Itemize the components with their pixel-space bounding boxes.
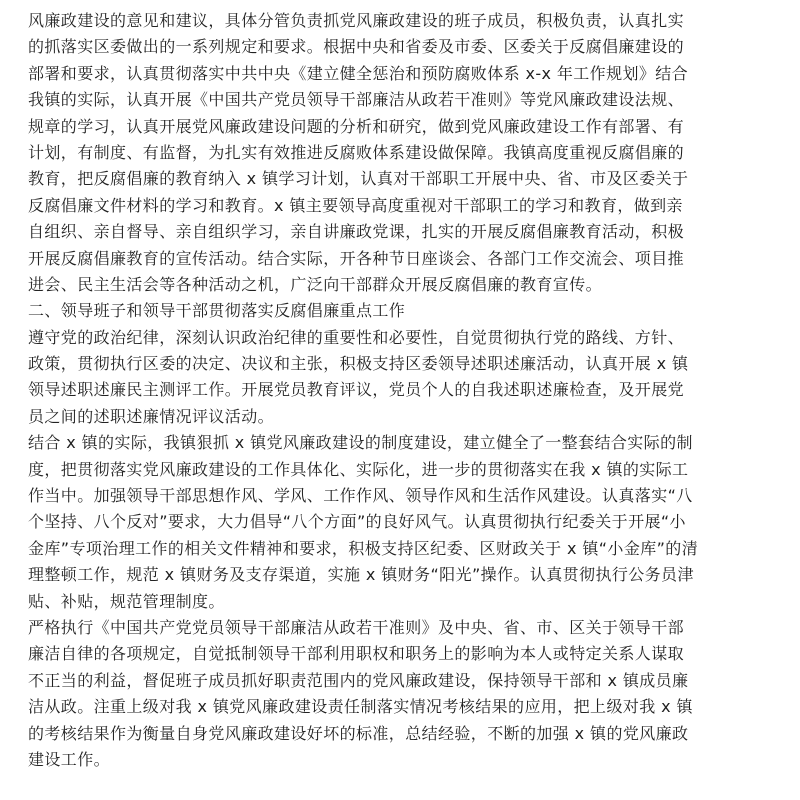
text-line: 贴、补贴，规范管理制度。 bbox=[28, 591, 225, 611]
text-line: 作当中。加强领导干部思想作风、学风、工作作风、领导作风和生活作风建设。认真落实“八 bbox=[28, 486, 693, 506]
text-line: 自组织、亲自督导、亲自组织学习，亲自讲廉政党课，扎实的开展反腐倡廉教育活动，积极 bbox=[28, 222, 685, 242]
text-line: 个坚持、八个反对”要求，大力倡导“八个方面”的良好风气。认真贯彻执行纪委关于开展“小 bbox=[28, 512, 686, 532]
text-line: 员之间的述职述廉情况评议活动。 bbox=[28, 406, 275, 426]
text-line: 理整顿工作，规范 x 镇财务及支存渠道，实施 x 镇财务“阳光”操作。认真贯彻执行公务员津 bbox=[28, 565, 694, 585]
text-line: 度，把贯彻落实党风廉政建设的工作具体化、实际化，进一步的贯彻落实在我 x 镇的实际工 bbox=[28, 459, 689, 479]
text-line: 计划，有制度、有监督，为扎实有效推进反腐败体系建设做保障。我镇高度重视反腐倡廉的 bbox=[28, 142, 685, 162]
text-line: 教育，把反腐倡廉的教育纳入 x 镇学习计划，认真对干部职工开展中央、省、市及区委关于 bbox=[28, 169, 689, 189]
text-line: 严格执行《中国共产党党员领导干部廉洁从政若干准则》及中央、省、市、区关于领导干部 bbox=[28, 617, 685, 637]
text-line: 金库”专项治理工作的相关文件精神和要求，积极支持区纪委、区财政关于 x 镇“小金库”的清 bbox=[28, 538, 699, 558]
text-line: 进会、民主生活会等各种活动之机，广泛向干部群众开展反腐倡廉的教育宣传。 bbox=[28, 274, 603, 294]
text-line: 洁从政。注重上级对我 x 镇党风廉政建设责任制落实情况考核结果的应用，把上级对我 x 镇 bbox=[28, 697, 693, 717]
text-line: 不正当的利益，督促班子成员抓好职责范围内的党风廉政建设，保持领导干部和 x 镇成员廉 bbox=[28, 670, 689, 690]
text-line: 的考核结果作为衡量自身党风廉政建设好坏的标准，总结经验，不断的加强 x 镇的党风廉政 bbox=[28, 723, 689, 743]
text-line: 部署和要求，认真贯彻落实中共中央《建立健全惩治和预防腐败体系 x-x 年工作规划》结合 bbox=[28, 63, 689, 83]
text-line: 结合 x 镇的实际，我镇狠抓 x 镇党风廉政建设的制度建设，建立健全了一整套结合实际的制 bbox=[28, 433, 693, 453]
text-line: 开展反腐倡廉教育的宣传活动。结合实际，开各种节日座谈会、各部门工作交流会、项目推 bbox=[28, 248, 685, 268]
text-line: 政策，贯彻执行区委的决定、决议和主张，积极支持区委领导述职述廉活动，认真开展 x 镇 bbox=[28, 354, 689, 374]
text-line: 风廉政建设的意见和建议，具体分管负责抓党风廉政建设的班子成员，积极负责，认真扎实 bbox=[28, 11, 685, 30]
text-line: 廉洁自律的各项规定，自觉抵制领导干部利用职权和职务上的影响为本人或特定关系人谋取 bbox=[28, 644, 685, 664]
text-line: 反腐倡廉文件材料的学习和教育。x 镇主要领导高度重视对干部职工的学习和教育，做到亲 bbox=[28, 195, 683, 215]
text-line: 二、领导班子和领导干部贯彻落实反腐倡廉重点工作 bbox=[28, 301, 406, 321]
text-line: 我镇的实际，认真开展《中国共产党员领导干部廉洁从政若干准则》等党风廉政建设法规、 bbox=[28, 90, 685, 110]
text-line: 规章的学习，认真开展党风廉政建设问题的分析和研究，做到党风廉政建设工作有部署、有 bbox=[28, 116, 685, 136]
text-line: 的抓落实区委做出的一系列规定和要求。根据中央和省委及市委、区委关于反腐倡廉建设的 bbox=[28, 37, 685, 57]
text-line: 遵守党的政治纪律，深刻认识政治纪律的重要性和必要性，自觉贯彻执行党的路线、方针、 bbox=[28, 327, 685, 347]
text-line: 建设工作。 bbox=[28, 749, 111, 769]
document-body bbox=[28, 8, 788, 773]
text-line: 领导述职述廉民主测评工作。开展党员教育评议，党员个人的自我述职述廉检查，及开展党 bbox=[28, 380, 685, 400]
